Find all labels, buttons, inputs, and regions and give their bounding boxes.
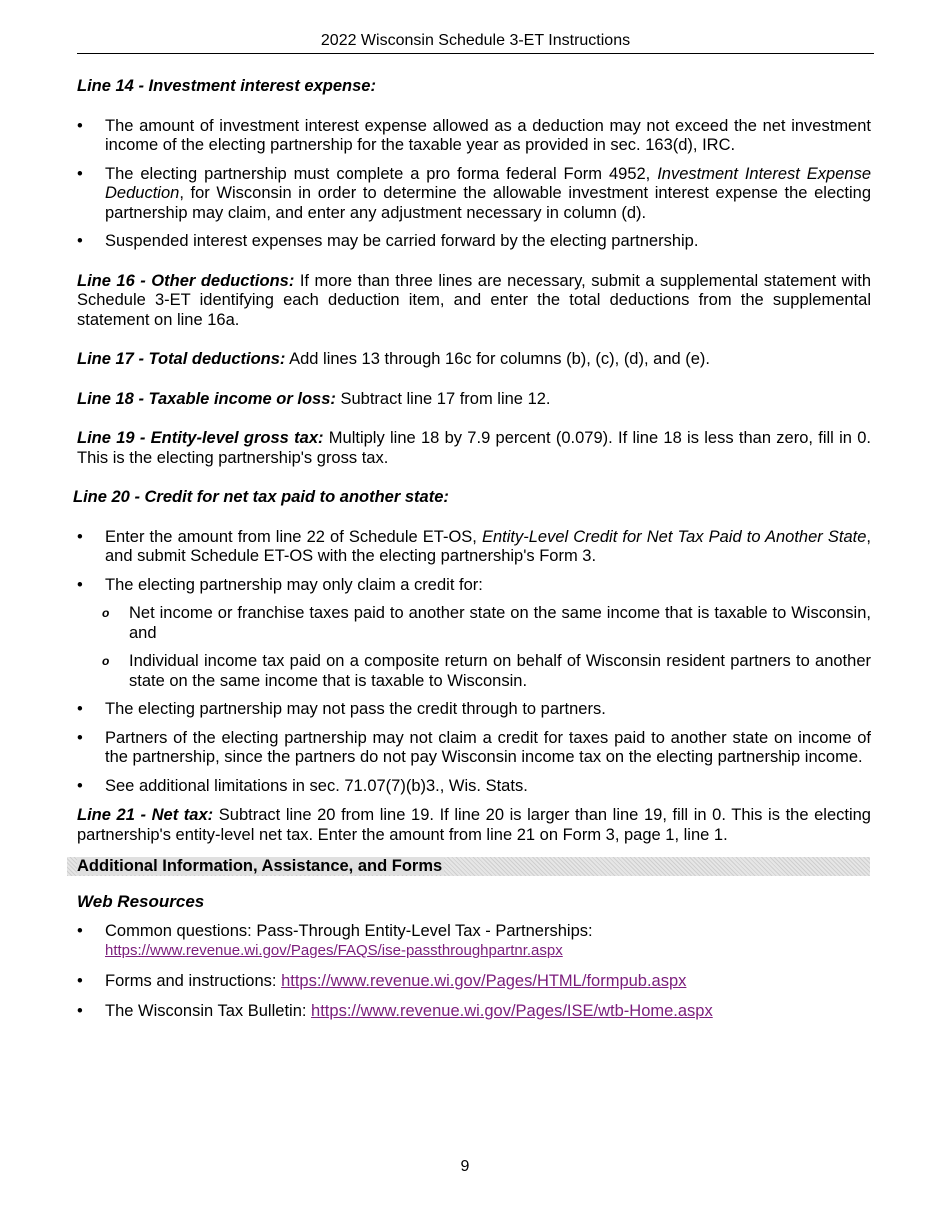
line19-paragraph: Line 19 - Entity-level gross tax: Multiply line 18 by 7.9 percent (0.079). If line 18 is less than zero, fill in 0. This is the electing partnership's gross tax. [77, 429, 871, 467]
line20-bullet-3: • The electing partnership may not pass the credit through to partners. [77, 700, 871, 720]
web-resources-heading: Web Resources [77, 892, 205, 911]
line14-bullet-1: • The amount of investment interest expense allowed as a deduction may not exceed the net investment income of the electing partnership for the taxable year as provided in sec. 163(d), IRC. [77, 117, 871, 156]
line18-paragraph: Line 18 - Taxable income or loss: Subtract line 17 from line 12. [77, 389, 551, 408]
line20-sub-bullet-2: o Individual income tax paid on a composite return on behalf of Wisconsin resident partners to another state on the same income that is taxable to Wisconsin. [77, 652, 871, 691]
faq-link[interactable]: https://www.revenue.wi.gov/Pages/FAQS/ise-passthroughpartnr.aspx [105, 942, 563, 959]
line16-paragraph: Line 16 - Other deductions: If more than three lines are necessary, submit a supplemental statement with Schedule 3-ET identifying each deduction item, and enter the total deductions from the supplemental statement on line 16a. [77, 271, 872, 329]
schedule-et-os-title: Entity-Level Credit for Net Tax Paid to Another State [481, 527, 867, 546]
line21-paragraph: Line 21 - Net tax: Subtract line 20 from line 19. If line 20 is larger than line 19, fill in 0. This is the electing partnership's entity-level net tax. Enter the amount from line 21 on Form 3, page 1, line 1. [77, 806, 871, 844]
section-heading-band [67, 857, 870, 876]
line20-sub-bullet-1: o Net income or franchise taxes paid to another state on the same income that is taxable to Wisconsin, and [77, 604, 871, 643]
line17-paragraph: Line 17 - Total deductions: Add lines 13 through 16c for columns (b), (c), (d), and (e). [77, 350, 711, 368]
web-item-common-questions: • Common questions: Pass-Through Entity-Level Tax - Partnerships: https://www.revenue.wi.gov/Pages/FAQS/ise-passthroughpartnr.aspx [77, 922, 871, 961]
page-header: 2022 Wisconsin Schedule 3-ET Instructions [77, 32, 874, 54]
page-number: 9 [460, 1158, 470, 1175]
forms-link[interactable]: https://www.revenue.wi.gov/Pages/HTML/formpub.aspx [281, 971, 687, 990]
section-heading: Additional Information, Assistance, and Forms [77, 857, 443, 875]
line14-heading: Line 14 - Investment interest expense: [77, 77, 376, 95]
line14-bullet-2: • The electing partnership must complete a pro forma federal Form 4952, Investment Interest Expense Deduction, for Wisconsin in order to determine the allowable investment interest expense the electing partnership may claim, and enter any adjustment necessary in column (d). [77, 165, 871, 224]
line20-bullet-1: • Enter the amount from line 22 of Schedule ET-OS, Entity-Level Credit for Net Tax Paid to Another State, and submit Schedule ET-OS with the electing partnership's Form 3. [77, 528, 871, 567]
line20-bullet-2: • The electing partnership may only claim a credit for: [77, 576, 871, 596]
web-item-tax-bulletin: • The Wisconsin Tax Bulletin: https://www.revenue.wi.gov/Pages/ISE/wtb-Home.aspx [77, 1002, 871, 1022]
web-item-forms: • Forms and instructions: https://www.revenue.wi.gov/Pages/HTML/formpub.aspx [77, 972, 871, 992]
tax-bulletin-link[interactable]: https://www.revenue.wi.gov/Pages/ISE/wtb-Home.aspx [311, 1002, 713, 1020]
line20-heading: Line 20 - Credit for net tax paid to another state: [73, 488, 449, 506]
page-content [73, 75, 872, 1022]
line20-bullet-5: • See additional limitations in sec. 71.07(7)(b)3., Wis. Stats. [77, 777, 871, 797]
line20-bullet-4: • Partners of the electing partnership may not claim a credit for taxes paid to another state on income of the partnership, since the partners do not pay Wisconsin income tax on the electing partnership income. [77, 729, 871, 768]
line14-bullet-3: • Suspended interest expenses may be carried forward by the electing partnership. [77, 232, 871, 252]
form-4952-title: Investment Interest Expense Deduction [105, 164, 871, 202]
